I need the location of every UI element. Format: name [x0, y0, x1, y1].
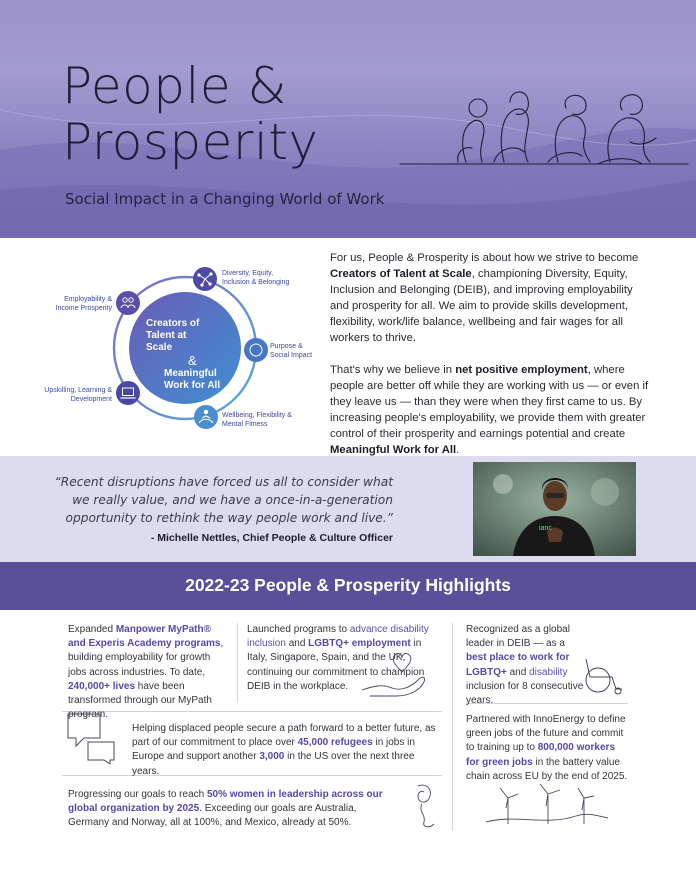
wheel-center-top: Creators of Talent at Scale [146, 318, 200, 353]
wheel-label-deib: Diversity, Equity, Inclusion & Belonging [222, 270, 290, 286]
leadership-quote: “Recent disruptions have forced us all to consider what we really value, and we have a once-in-a-generation opportunity to rethink the way people work and live.” [54, 475, 393, 525]
wheel-center-bottom: Meaningful Work for All [164, 368, 221, 391]
woman-line-icon [404, 782, 442, 830]
highlight-green-jobs: Partnered with InnoEnergy to define green jobs of the future and commit to training up to 800,000 workers for green jobs in the battery value chain across EU by the end of 2025. [466, 714, 628, 782]
highlight-women-leadership: Progressing our goals to reach 50% women in leadership across our global organization by 2025. Exceeding our goals are Australia, Germany and Norway, all at 100%, and Mexico, already at 50%. [68, 789, 383, 829]
wheel-label-employability: Employability & Income Prosperity [55, 296, 112, 312]
wheelchair-icon [576, 655, 628, 695]
quote-author: - Michelle Nettles, Chief People & Culture Officer [150, 532, 393, 544]
highlight-deib-recognition: Recognized as a global leader in DEIB — as a best place to work for LGBTQ+ and disability inclusion for 8 consecutive years. [466, 624, 584, 707]
network-icon [192, 266, 218, 292]
highlights-title: 2022-23 People & Prosperity Highlights [185, 575, 511, 595]
wheel-label-wellbeing: Wellbeing, Flexibility & Mental Fitness [222, 412, 292, 428]
grid-divider [237, 623, 238, 703]
hero-banner [0, 0, 696, 238]
highlight-mypath: Expanded Manpower MyPath® and Experis Academy programs, building employability for growth jobs across industries. To date, 240,000+ lives have been transformed through our MyPath program. [68, 624, 224, 721]
intro-paragraph-2: That's why we believe in net positive employment, where people are better off while they are working with us — or even if they leave us — than they were when they first came to us. By increasing people's employability, we provide them with greater control of their prosperity and earnings potential and create Meaningful Work for All. [330, 364, 649, 456]
wheel-center-amp: & [188, 353, 197, 368]
intro-text [330, 250, 652, 474]
page-title: People & Prosperity [62, 57, 319, 171]
speech-bubbles-icon [64, 712, 120, 764]
grid-divider [452, 623, 453, 831]
speaker-photo [473, 462, 636, 556]
wheel-label-upskilling: Upskilling, Learning & Development [44, 387, 112, 403]
highlight-disability-inclusion: Launched programs to advance disability inclusion and LGBTQ+ employment in Italy, Singapore, Spain, and the UK, continuing our commitment to champion DEIB in the workplace. [247, 624, 429, 692]
people-line-art-icon [398, 82, 690, 178]
wheel-center-text [146, 318, 242, 392]
wheel-label-purpose: Purpose & Social Impact [270, 343, 313, 359]
wellbeing-icon [193, 404, 219, 430]
people-icon [115, 290, 141, 316]
laptop-icon [115, 380, 141, 406]
heart-hand-icon [360, 650, 440, 698]
highlight-refugees: Helping displaced people secure a path forward to a better future, as part of our commitment to place over 45,000 refugees in jobs in Europe and support another 3,000 in the US over the next three years. [132, 723, 436, 777]
page-subtitle: Social Impact in a Changing World of Work [65, 190, 385, 208]
compass-icon [243, 337, 269, 363]
svg-text:ianc: ianc [539, 525, 552, 532]
wind-turbines-icon [486, 784, 608, 824]
intro-paragraph-1: For us, People & Prosperity is about how we strive to become Creators of Talent at Scale, championing Diversity, Equity, Inclusion and Belonging (DEIB), and improving employability and prosperity for all. We aim to provide skills development, flexibility, work/life balance, wellbeing and fair wages for all workers to thrive. [330, 252, 639, 344]
